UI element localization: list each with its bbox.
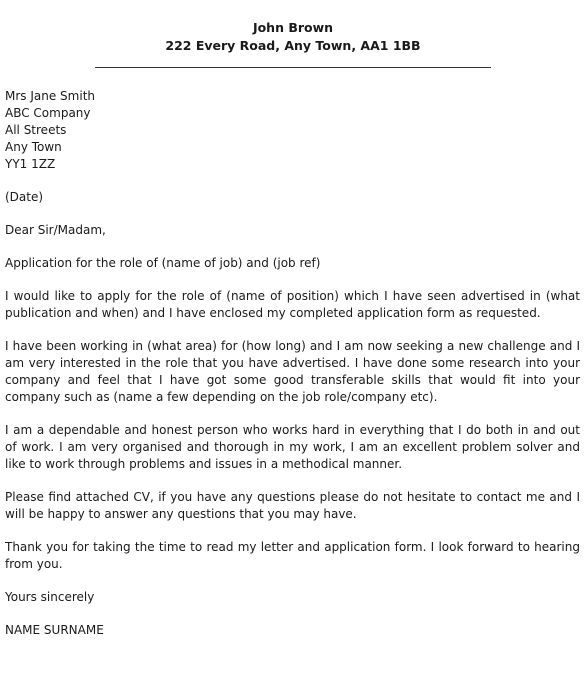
recipient-company: ABC Company [5, 106, 91, 120]
sender-address: 222 Every Road, Any Town, AA1 1BB [165, 38, 421, 53]
paragraph-experience: I have been working in (what area) for (how long) and I am now seeking a new challenge and I am very interested in the role that you have advertised. I have done some research into your company and feel that I have got some good transferable skills that would fit into your company such as (name a few depending on the job role/company etc). [5, 339, 580, 404]
recipient-name: Mrs Jane Smith [5, 89, 95, 103]
recipient-postcode: YY1 1ZZ [5, 157, 56, 171]
letter-header [0, 19, 586, 55]
paragraph-qualities: I am a dependable and honest person who works hard in everything that I do both in and out of work. I am very organised and thorough in my work, I am an excellent problem solver and like to work through problems and issues in a methodical manner. [5, 423, 580, 471]
paragraph-thanks: Thank you for taking the time to read my letter and application form. I look forward to hearing from you. [5, 540, 580, 571]
salutation: Dear Sir/Madam, [5, 223, 106, 237]
signature: NAME SURNAME [5, 623, 104, 637]
closing: Yours sincerely [5, 590, 95, 604]
header-divider [95, 67, 491, 68]
recipient-street: All Streets [5, 123, 67, 137]
paragraph-intro: I would like to apply for the role of (name of position) which I have seen advertised in (what publication and when) and I have enclosed my completed application form as requested. [5, 289, 580, 320]
letter-date: (Date) [5, 190, 44, 204]
recipient-address [5, 88, 580, 173]
paragraph-attachment: Please find attached CV, if you have any questions please do not hesitate to contact me and I will be happy to answer any questions that you may have. [5, 490, 580, 521]
letter-body [5, 88, 580, 639]
recipient-town: Any Town [5, 140, 62, 154]
sender-name: John Brown [252, 20, 334, 35]
subject-line: Application for the role of (name of job) and (job ref) [5, 256, 321, 270]
